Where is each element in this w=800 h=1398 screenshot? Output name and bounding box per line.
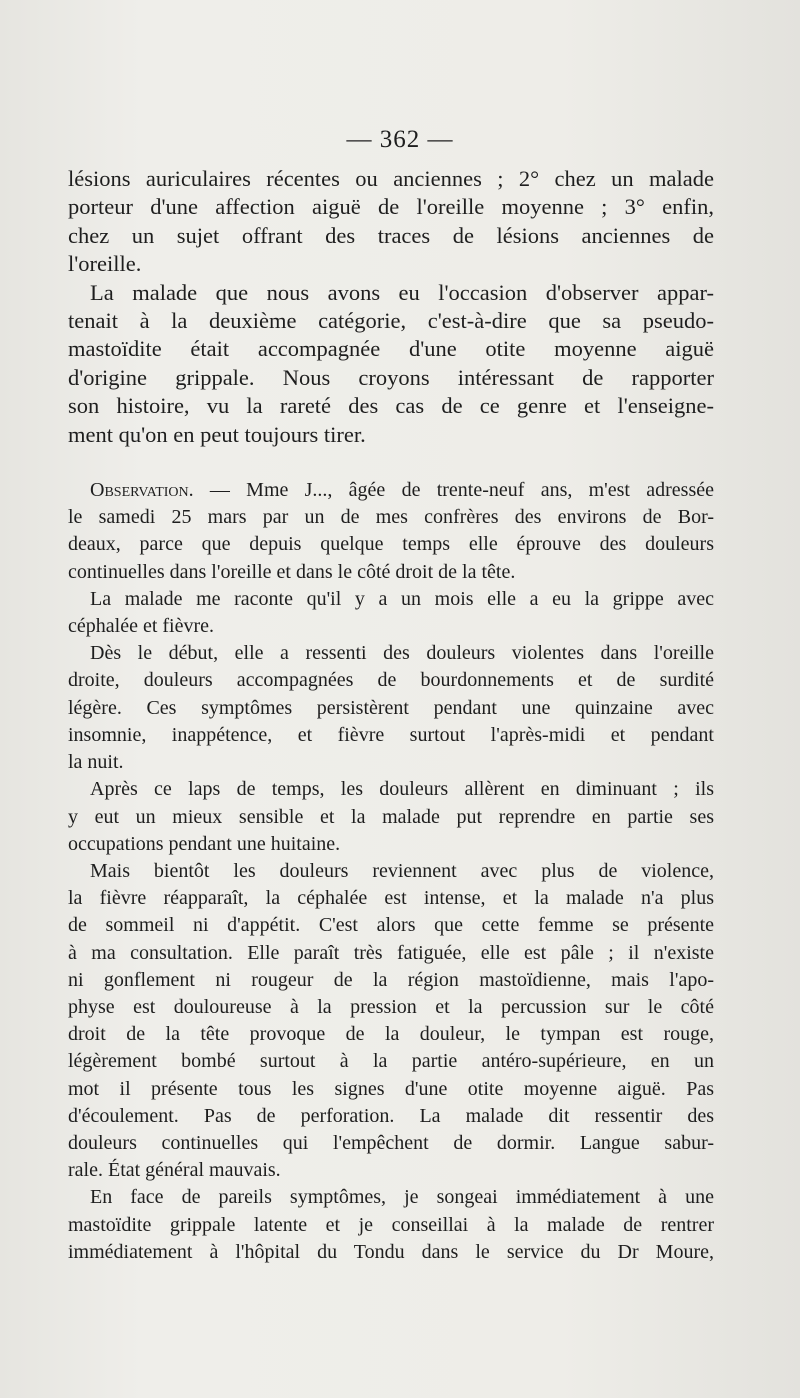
- text-line: douleurs continuelles qui l'empêchent de dormir. Langue sabur-: [68, 1131, 714, 1154]
- text-line: insomnie, inappétence, et fièvre surtout l'après-midi et pendant: [68, 723, 714, 746]
- text-line: la nuit.: [68, 751, 124, 774]
- text-line: immédiatement à l'hôpital du Tondu dans le service du Dr Moure,: [68, 1240, 714, 1263]
- text-line: mastoïdite grippale latente et je conseillai à la malade de rentrer: [68, 1213, 714, 1236]
- page-text: [68, 165, 714, 1266]
- text-line: l'oreille.: [68, 251, 142, 277]
- text-line: céphalée et fièvre.: [68, 615, 215, 638]
- text-line: légèrement bombé surtout à la partie antéro-supérieure, en un: [68, 1050, 714, 1073]
- text-line: ment qu'on en peut toujours tirer.: [68, 421, 366, 447]
- page-number: — 362 —: [346, 126, 454, 153]
- observation-intro-text: — Mme J..., âgée de trente-neuf ans, m'est adressée: [193, 479, 714, 502]
- paragraph: [68, 804, 714, 831]
- paragraph: [68, 504, 714, 558]
- text-line: mastoïdite était accompagnée d'une otite moyenne aiguë: [68, 336, 714, 362]
- paragraph: [68, 640, 714, 667]
- paragraph-end: [68, 559, 714, 586]
- text-line: continuelles dans l'oreille et dans le côté droit de la tête.: [68, 560, 516, 583]
- text-line: La malade me raconte qu'il y a un mois elle a eu la grippe avec: [90, 587, 714, 610]
- text-line: d'écoulement. Pas de perforation. La malade dit ressentir des: [68, 1104, 714, 1127]
- text-line: Mais bientôt les douleurs reviennent avec plus de violence,: [90, 859, 714, 882]
- paragraph-end: [68, 613, 714, 640]
- text-line: mot il présente tous les signes d'une otite moyenne aiguë. Pas: [68, 1077, 714, 1100]
- text-line: le samedi 25 mars par un de mes confrères des environs de Bor-: [68, 506, 714, 529]
- text-line: tenait à la deuxième catégorie, c'est-à-dire que sa pseudo-: [68, 308, 714, 334]
- paragraph: [68, 165, 714, 250]
- text-line: la fièvre réapparaît, la céphalée est intense, et la malade n'a plus: [68, 887, 714, 910]
- text-line: à ma consultation. Elle paraît très fatiguée, elle est pâle ; il n'existe: [68, 941, 714, 964]
- paragraph: [68, 1212, 714, 1266]
- paragraph-end: [68, 421, 714, 449]
- text-line: En face de pareils symptômes, je songeai immédiatement à une: [90, 1186, 714, 1209]
- paragraph: [68, 586, 714, 613]
- text-line: Dès le début, elle a ressenti des douleurs violentes dans l'oreille: [90, 642, 714, 665]
- text-line: son histoire, vu la rareté des cas de ce genre et l'enseigne-: [68, 393, 714, 419]
- text-line: porteur d'une affection aiguë de l'oreille moyenne ; 3° enfin,: [68, 194, 714, 220]
- paragraph: [68, 885, 714, 1157]
- text-line: Après ce laps de temps, les douleurs allèrent en diminuant ; ils: [90, 778, 714, 801]
- text-line: y eut un mieux sensible et la malade put reprendre en partie ses: [68, 805, 714, 828]
- text-line: rale. État général mauvais.: [68, 1159, 281, 1182]
- text-line: légère. Ces symptômes persistèrent pendant une quinzaine avec: [68, 696, 714, 719]
- text-line: d'origine grippale. Nous croyons intéressant de rapporter: [68, 364, 714, 390]
- paragraph: [68, 776, 714, 803]
- paragraph-end: [68, 749, 714, 776]
- paragraph: [68, 307, 714, 421]
- paragraph: [68, 667, 714, 749]
- text-line: lésions auriculaires récentes ou anciennes ; 2° chez un malade: [68, 166, 714, 191]
- text-line: La malade que nous avons eu l'occasion d'observer appar-: [90, 279, 714, 305]
- text-line: de sommeil ni d'appétit. C'est alors que cette femme se présente: [68, 914, 714, 937]
- text-line: ni gonflement ni rougeur de la région mastoïdienne, mais l'apo-: [68, 968, 714, 991]
- observation-heading: Observation.: [90, 479, 194, 502]
- section-gap: [68, 449, 714, 477]
- paragraph: [68, 858, 714, 885]
- observation-intro: [68, 477, 714, 504]
- text-line: chez un sujet offrant des traces de lésions anciennes de: [68, 222, 714, 248]
- text-line: occupations pendant une huitaine.: [68, 832, 341, 855]
- text-line: droite, douleurs accompagnées de bourdonnements et de surdité: [68, 669, 714, 692]
- paragraph-end: [68, 250, 714, 278]
- paragraph: [68, 1184, 714, 1211]
- paragraph-end: [68, 1157, 714, 1184]
- paragraph-end: [68, 831, 714, 858]
- paragraph: [68, 279, 714, 307]
- text-line: droit de la tête provoque de la douleur, le tympan est rouge,: [68, 1023, 714, 1046]
- text-line: physe est douloureuse à la pression et la percussion sur le côté: [68, 995, 714, 1018]
- text-line: deaux, parce que depuis quelque temps elle éprouve des douleurs: [68, 533, 714, 556]
- text-line: [68, 477, 714, 504]
